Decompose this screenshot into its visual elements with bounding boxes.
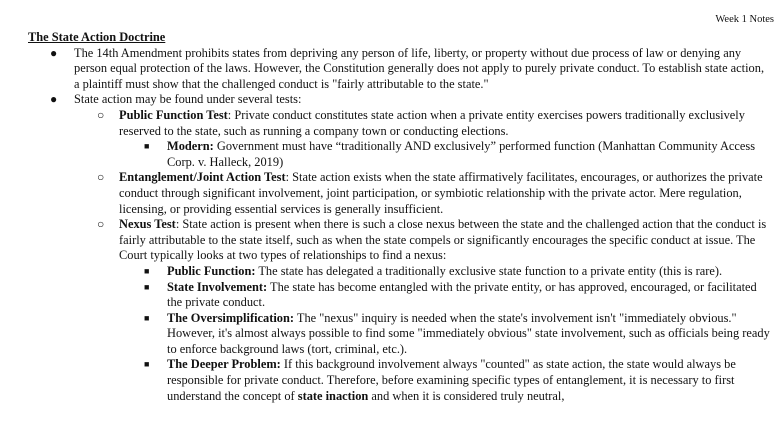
item-term-inline: state inaction bbox=[297, 388, 369, 403]
list-item bbox=[28, 311, 770, 358]
bullet-circle: ○ bbox=[97, 170, 105, 185]
bullet-circle: ○ bbox=[97, 107, 105, 122]
bullet-circle: ○ bbox=[97, 217, 105, 232]
list-item bbox=[28, 264, 770, 280]
item-text: The state has become entangled with the private entity, or has approved, encouraged, or facilitated the private conduct. bbox=[167, 279, 757, 310]
list-item bbox=[28, 170, 770, 217]
header-note: Week 1 Notes bbox=[715, 14, 774, 25]
item-text: State action may be found under several tests: bbox=[74, 92, 302, 107]
bullet-square: ■ bbox=[144, 141, 150, 152]
item-text: The "nexus" inquiry is needed when the state's involvement isn't "immediately obvious." However, it's almost always possible to find some "immediately obvious" state involvement, such as officials being ready to enforce background laws (tort, criminal, etc.). bbox=[167, 310, 770, 356]
list-item bbox=[28, 139, 770, 170]
item-text: : Private conduct constitutes state action when a private entity exercises powers traditionally exclusively reserved to the state, such as running a company town or conducting elections. bbox=[119, 107, 745, 138]
item-term: The Oversimplification: bbox=[167, 310, 294, 325]
bullet-square: ■ bbox=[144, 312, 150, 323]
item-text: Government must have “traditionally AND exclusively” performed function (Manhattan Community Access Corp. v. Halleck, 2019) bbox=[167, 139, 756, 169]
list-item bbox=[28, 357, 770, 404]
list-item bbox=[28, 92, 770, 108]
list-item bbox=[28, 280, 770, 311]
item-term: Modern: bbox=[167, 139, 214, 154]
section-title: The State Action Doctrine bbox=[28, 30, 166, 44]
bullet-square: ■ bbox=[144, 281, 150, 292]
item-text: : State action is present when there is such a close nexus between the state and the challenged action that the conduct is fairly attributable to the state itself, such as when the state compels or significantly encourages the specific conduct at issue. The Court typically looks at two types of relationships to find a nexus: bbox=[119, 217, 767, 263]
item-text: and when it is considered truly neutral, bbox=[368, 388, 565, 403]
item-text: The state has delegated a traditionally exclusive state function to a private entity (this is rare). bbox=[255, 263, 723, 278]
item-text: If this background involvement always "counted" as state action, the state would always be responsible for private conduct. Therefore, before examining specific types of entanglement, it is necessary to first understand the concept of bbox=[167, 357, 736, 403]
list-item bbox=[28, 46, 770, 93]
item-term: Nexus Test bbox=[119, 217, 176, 232]
item-text: The 14th Amendment prohibits states from depriving any person of life, liberty, or property without due process of law or denying any person equal protection of the laws. However, the Constitution generally does not apply to purely private conduct. To establish state action, a plaintiff must show that the challenged conduct is "fairly attributable to the state." bbox=[74, 45, 765, 91]
bullet-square: ■ bbox=[144, 359, 150, 370]
item-term: Entanglement/Joint Action Test bbox=[119, 170, 286, 185]
bullet-square: ■ bbox=[144, 265, 150, 276]
item-term: State Involvement: bbox=[167, 279, 268, 294]
item-term: Public Function: bbox=[167, 263, 256, 278]
item-term: Public Function Test bbox=[119, 107, 228, 122]
list-item bbox=[28, 108, 770, 139]
bullet-disc: ● bbox=[50, 92, 58, 107]
item-text: : State action exists when the state affirmatively facilitates, encourages, or authorizes the private conduct through significant involvement, joint participation, or symbiotic relationship with the private actor. Mere regulation, licensing, or providing essential services is generally insufficient. bbox=[119, 170, 763, 216]
document-body bbox=[28, 30, 770, 404]
list-item bbox=[28, 217, 770, 264]
item-term: The Deeper Problem: bbox=[167, 357, 281, 372]
bullet-disc: ● bbox=[50, 45, 58, 60]
